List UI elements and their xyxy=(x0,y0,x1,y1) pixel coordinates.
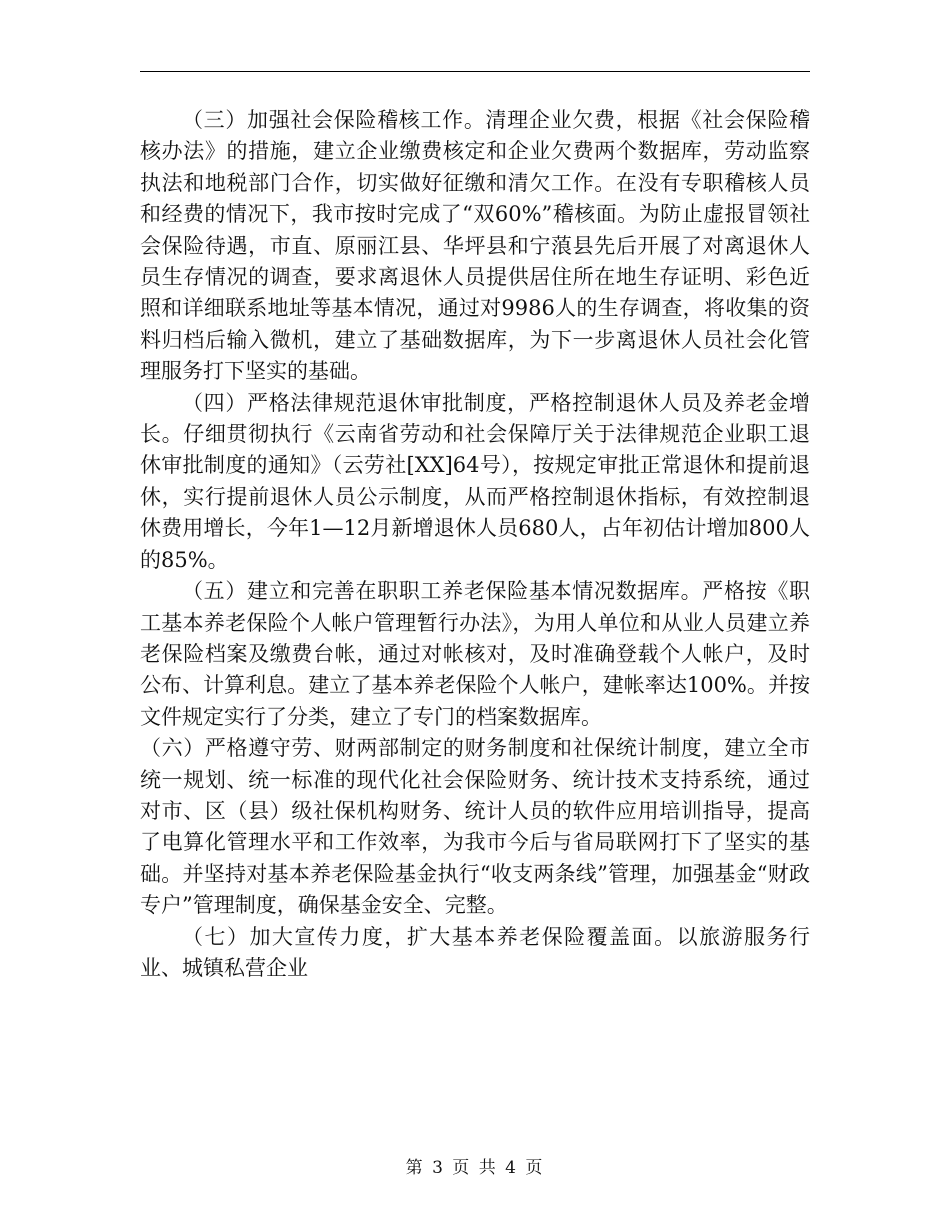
body-text xyxy=(140,105,810,984)
page-number-footer: 第 3 页 共 4 页 xyxy=(405,1158,545,1178)
paragraph-3: （三）加强社会保险稽核工作。清理企业欠费，根据《社会保险稽核办法》的措施，建立企业缴费核定和企业欠费两个数据库，劳动监察执法和地税部门合作，切实做好征缴和清欠工作。在没有专职稽核人员和经费的情况下，我市按时完成了“双60%”稽核面。为防止虚报冒领社会保险待遇，市直、原丽江县、华坪县和宁蒗县先后开展了对离退休人员生存情况的调查，要求离退休人员提供居住所在地生存证明、彩色近照和详细联系地址等基本情况，通过对9986人的生存调查，将收集的资料归档后输入微机，建立了基础数据库，为下一步离退休人员社会化管理服务打下坚实的基础。 xyxy=(140,108,810,384)
header-rule xyxy=(140,71,810,72)
paragraph-4: （四）严格法律规范退休审批制度，严格控制退休人员及养老金增长。仔细贯彻执行《云南省劳动和社会保障厅关于法律规范企业职工退休审批制度的通知》（云劳社[XX]64号），按规定审批正常退休和提前退休，实行提前退休人员公示制度，从而严格控制退休指标，有效控制退休费用增长，今年1—12月新增退休人员680人，占年初估计增加800人的85%。 xyxy=(140,390,810,572)
paragraph-6: （六）严格遵守劳、财两部制定的财务制度和社保统计制度，建立全市统一规划、统一标准的现代化社会保险财务、统计技术支持系统，通过对市、区（县）级社保机构财务、统计人员的软件应用培训指导，提高了电算化管理水平和工作效率，为我市今后与省局联网打下了坚实的基础。并坚持对基本养老保险基金执行“收支两条线”管理，加强基金“财政专户”管理制度，确保基金安全、完整。 xyxy=(140,736,810,918)
paragraph-5: （五）建立和完善在职职工养老保险基本情况数据库。严格按《职工基本养老保险个人帐户管理暂行办法》，为用人单位和从业人员建立养老保险档案及缴费台帐，通过对帐核对，及时准确登载个人帐户，及时公布、计算利息。建立了基本养老保险个人帐户，建帐率达100%。并按文件规定实行了分类，建立了专门的档案数据库。 xyxy=(140,579,810,729)
paragraph-7: （七）加大宣传力度，扩大基本养老保险覆盖面。以旅游服务行业、城镇私营企业 xyxy=(140,924,810,980)
